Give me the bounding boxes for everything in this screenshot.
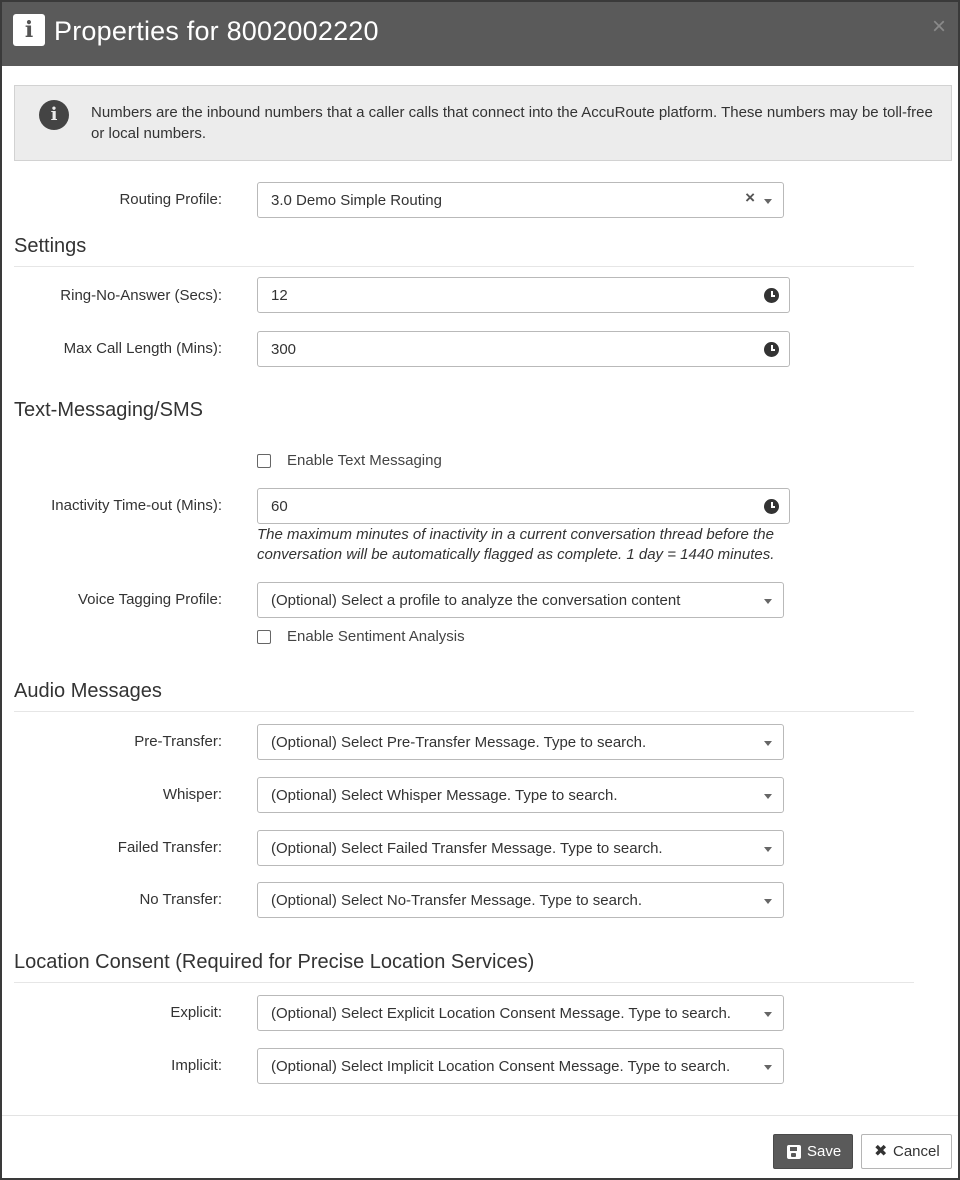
routing-profile-value: 3.0 Demo Simple Routing bbox=[271, 192, 442, 209]
info-icon: i bbox=[13, 14, 45, 46]
audio-messages-heading: Audio Messages bbox=[14, 680, 914, 712]
cancel-button[interactable] bbox=[861, 1134, 952, 1169]
implicit-select[interactable] bbox=[257, 1048, 784, 1084]
inactivity-timeout-value: 60 bbox=[271, 498, 288, 515]
cancel-button-label: Cancel bbox=[893, 1143, 940, 1160]
explicit-select[interactable] bbox=[257, 995, 784, 1031]
floppy-disk-icon bbox=[787, 1145, 801, 1159]
failed-transfer-label: Failed Transfer: bbox=[117, 839, 222, 856]
whisper-label: Whisper: bbox=[162, 786, 222, 803]
whisper-placeholder: (Optional) Select Whisper Message. Type to search. bbox=[271, 787, 618, 804]
info-icon: i bbox=[39, 100, 69, 130]
chevron-down-icon[interactable] bbox=[764, 794, 772, 799]
inactivity-timeout-label: Inactivity Time-out (Mins): bbox=[51, 497, 222, 514]
chevron-down-icon[interactable] bbox=[764, 199, 772, 204]
save-button[interactable] bbox=[773, 1134, 853, 1169]
routing-profile-select[interactable] bbox=[257, 182, 784, 218]
chevron-down-icon[interactable] bbox=[764, 599, 772, 604]
info-text: Numbers are the inbound numbers that a caller calls that connect into the AccuRoute platform. These numbers may be toll-free or local numbers. bbox=[91, 104, 933, 142]
max-call-length-label: Max Call Length (Mins): bbox=[63, 340, 222, 357]
pre-transfer-label: Pre-Transfer: bbox=[134, 733, 222, 750]
enable-text-messaging-label[interactable]: Enable Text Messaging bbox=[287, 452, 442, 469]
chevron-down-icon[interactable] bbox=[764, 741, 772, 746]
info-banner bbox=[14, 85, 952, 161]
voice-tagging-profile-select[interactable] bbox=[257, 582, 784, 618]
chevron-down-icon[interactable] bbox=[764, 847, 772, 852]
dialog-titlebar bbox=[2, 2, 958, 66]
chevron-down-icon[interactable] bbox=[764, 899, 772, 904]
routing-profile-label: Routing Profile: bbox=[119, 191, 222, 208]
footer-divider bbox=[2, 1115, 958, 1116]
pre-transfer-placeholder: (Optional) Select Pre-Transfer Message. Type to search. bbox=[271, 734, 647, 751]
pre-transfer-select[interactable] bbox=[257, 724, 784, 760]
inactivity-timeout-input[interactable] bbox=[257, 488, 790, 524]
settings-heading: Settings bbox=[14, 235, 914, 267]
close-icon: ✖ bbox=[874, 1143, 888, 1160]
save-button-label: Save bbox=[807, 1143, 842, 1160]
max-call-length-input[interactable] bbox=[257, 331, 790, 367]
max-call-length-value: 300 bbox=[271, 341, 297, 358]
no-transfer-label: No Transfer: bbox=[139, 891, 222, 908]
dialog-title: Properties for 8002002220 bbox=[54, 16, 379, 46]
no-transfer-select[interactable] bbox=[257, 882, 784, 918]
enable-sentiment-analysis-label[interactable]: Enable Sentiment Analysis bbox=[287, 628, 465, 645]
implicit-placeholder: (Optional) Select Implicit Location Consent Message. Type to search. bbox=[271, 1058, 731, 1075]
implicit-label: Implicit: bbox=[171, 1057, 222, 1074]
clock-icon[interactable] bbox=[764, 288, 779, 303]
ring-no-answer-input[interactable] bbox=[257, 277, 790, 313]
ring-no-answer-value: 12 bbox=[271, 287, 288, 304]
location-consent-heading: Location Consent (Required for Precise Location Services) bbox=[14, 951, 914, 983]
voice-tagging-profile-label: Voice Tagging Profile: bbox=[78, 591, 222, 608]
whisper-select[interactable] bbox=[257, 777, 784, 813]
sms-heading: Text-Messaging/SMS bbox=[14, 399, 203, 421]
voice-tagging-profile-placeholder: (Optional) Select a profile to analyze the conversation content bbox=[271, 592, 681, 609]
failed-transfer-select[interactable] bbox=[257, 830, 784, 866]
clock-icon[interactable] bbox=[764, 342, 779, 357]
ring-no-answer-label: Ring-No-Answer (Secs): bbox=[60, 287, 222, 304]
chevron-down-icon[interactable] bbox=[764, 1012, 772, 1017]
failed-transfer-placeholder: (Optional) Select Failed Transfer Message. Type to search. bbox=[271, 840, 663, 857]
clear-selection-icon[interactable]: × bbox=[745, 188, 755, 207]
enable-text-messaging-checkbox[interactable] bbox=[257, 454, 271, 468]
explicit-placeholder: (Optional) Select Explicit Location Consent Message. Type to search. bbox=[271, 1005, 731, 1022]
explicit-label: Explicit: bbox=[170, 1004, 222, 1021]
clock-icon[interactable] bbox=[764, 499, 779, 514]
close-icon[interactable]: × bbox=[931, 13, 946, 40]
inactivity-timeout-help: The maximum minutes of inactivity in a current conversation thread before the conversation will be automatically flagged as complete. 1 day = 1440 minutes. bbox=[257, 526, 775, 563]
no-transfer-placeholder: (Optional) Select No-Transfer Message. Type to search. bbox=[271, 892, 642, 909]
chevron-down-icon[interactable] bbox=[764, 1065, 772, 1070]
enable-sentiment-analysis-checkbox[interactable] bbox=[257, 630, 271, 644]
